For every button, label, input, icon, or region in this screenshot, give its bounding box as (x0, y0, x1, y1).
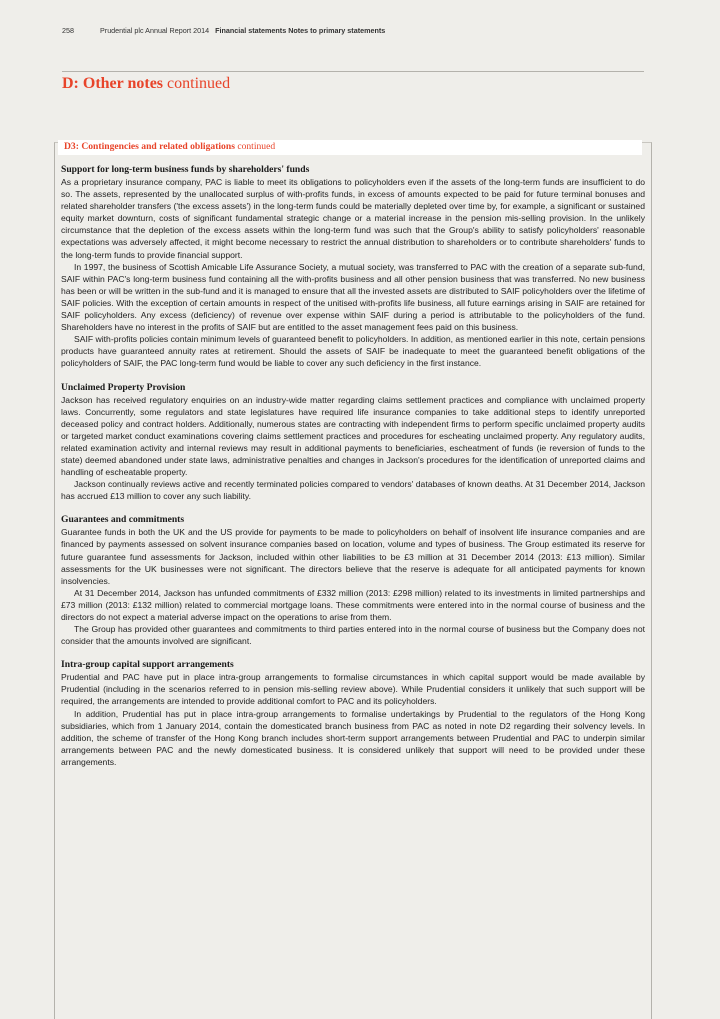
section-heading: Unclaimed Property Provision (61, 381, 186, 393)
section-heading: Guarantees and commitments (61, 514, 185, 526)
paragraph: In 1997, the business of Scottish Amicable Life Assurance Society, a mutual society, was transferred to PAC with the creation of a separate sub-fund, SAIF within PAC's long-term business fund containing all the with-profits business and all other pension business that was transferred. No new business has been or will be written in the sub-fund and it is managed to ensure that all the invested assets are distributed to SAIF policyholders over the lifetime of SAIF policies. With the exception of certain amounts in respect of the unitised with-profits life business, all future earnings arising in SAIF are retained for SAIF policyholders. Any excess (deficiency) of revenue over expense within SAIF during a period is attributable to the policyholders of the fund. Shareholders have no interest in the profits of SAIF but are entitled to the asset management fees paid on this business. (61, 261, 645, 333)
paragraph: Jackson has received regulatory enquiries on an industry-wide matter regarding claims settlement practices and compliance with unclaimed property laws. Concurrently, some regulators and state legislatures have required life insurance companies to take additional steps to identify unreported deceased policy and contract holders. Additionally, numerous states are contracting with independent firms to perform specific unclaimed property audits or targeted market conduct examinations covering claims settlement practices and procedures for escheating unclaimed property. Any regulatory audits, related examination activity and internal reviews may result in additional payments to beneficiaries, escheatment of funds (ie reversion of funds to the state) deemed abandoned under state laws, administrative penalties and changes in Jackson's procedures for the identification of unreported claims and handling of escheatable property. (61, 394, 645, 478)
subsection-title-main: D3: Contingencies and related obligations (64, 141, 235, 152)
page-title (62, 75, 230, 93)
subsection-title (64, 141, 275, 152)
page-number: 258 (62, 26, 74, 35)
page-header (62, 26, 385, 35)
section-heading: Support for long-term business funds by shareholders' funds (61, 164, 310, 175)
top-divider (62, 71, 644, 72)
body-text (61, 163, 645, 779)
section-heading: Intra-group capital support arrangements (61, 659, 234, 671)
paragraph: Guarantee funds in both the UK and the US provide for payments to be made to policyholders on behalf of insolvent life insurance companies and are financed by payments assessed on solvent insurance companies based on location, volume and types of business. The Group estimated its reserve for future guarantee fund assessments for Jackson, included within other liabilities to be £3 million at 31 December 2014 (2013: £13 million). Similar assessments for the UK businesses were not significant. The directors believe that the reserve is adequate for all anticipated payments for known insolvencies. (61, 527, 645, 586)
paragraph: In addition, Prudential has put in place intra-group arrangements to formalise undertakings by Prudential to the regulators of the Hong Kong subsidiaries, which from 1 January 2014, contain the domesticated branch business from PAC as noted in note D2 regarding their solvency levels. In addition, the scheme of transfer of the Hong Kong branch includes short-term support arrangements between Prudential and PAC to underpin similar arrangements between PAC and the newly domesticated business. It is considered unlikely that support will need to be provided under these arrangements. (61, 708, 645, 767)
paragraph: Prudential and PAC have put in place intra-group arrangements to formalise circumstances in which capital support would be made available by Prudential (including in the scenarios referred to in pension mis-selling review above). While Prudential considers it unlikely that such support will be required, the arrangements are intended to provide additional comfort to PAC and its policyholders. (61, 672, 645, 707)
paragraph: SAIF with-profits policies contain minimum levels of guaranteed benefit to policyholders. In addition, as mentioned earlier in this note, certain pensions products have guaranteed annuity rates at retirement. Should the assets of SAIF be inadequate to meet the guaranteed benefit obligations of the policyholders of SAIF, the PAC long-term fund would be liable to cover any such deficiency in the first instance. (61, 334, 645, 369)
section-unclaimed-property (61, 381, 645, 503)
paragraph: As a proprietary insurance company, PAC is liable to meet its obligations to policyholders even if the assets of the long-term funds are insufficient to do so. The assets, represented by the unallocated surplus of with-profits funds, in excess of amounts expected to be paid for future terminal bonuses and related shareholder transfers ('the excess assets') in the long-term funds could be materially depleted over time by, for example, a significant or sustained equity market downturn, costs of significant fundamental strategic change or a material increase in the pension mis-selling provision. In the unlikely circumstance that the depletion of the excess assets within the long-term fund was such that the Group's ability to satisfy policyholders' reasonable expectations was adversely affected, it might become necessary to restrict the annual distribution to shareholders or to contribute shareholders' funds to the long-term funds to provide financial support. (61, 177, 645, 260)
paragraph: At 31 December 2014, Jackson has unfunded commitments of £332 million (2013: £298 million) related to its investments in limited partnerships and £73 million (2013: £132 million) related to commercial mortgage loans. These commitments were entered into in the normal course of business and the directors do not expect a material adverse impact on the operations to arise from them. (61, 587, 645, 622)
section-intra-group (61, 658, 645, 768)
section-guarantees (61, 513, 645, 647)
header-section: Financial statements Notes to primary statements (215, 26, 386, 35)
page-title-continued: continued (167, 75, 231, 92)
section-support-funds (61, 163, 645, 370)
report-name: Prudential plc Annual Report 2014 (100, 26, 210, 35)
paragraph: Jackson continually reviews active and recently terminated policies compared to vendors' databases of known deaths. At 31 December 2014, Jackson has accrued £13 million to cover any such liability. (61, 479, 645, 502)
paragraph: The Group has provided other guarantees and commitments to third parties entered into in the normal course of business but the Company does not consider that the amounts involved are significant. (61, 624, 645, 647)
page-title-main: D: Other notes (62, 75, 164, 92)
subsection-title-continued: continued (237, 141, 276, 152)
